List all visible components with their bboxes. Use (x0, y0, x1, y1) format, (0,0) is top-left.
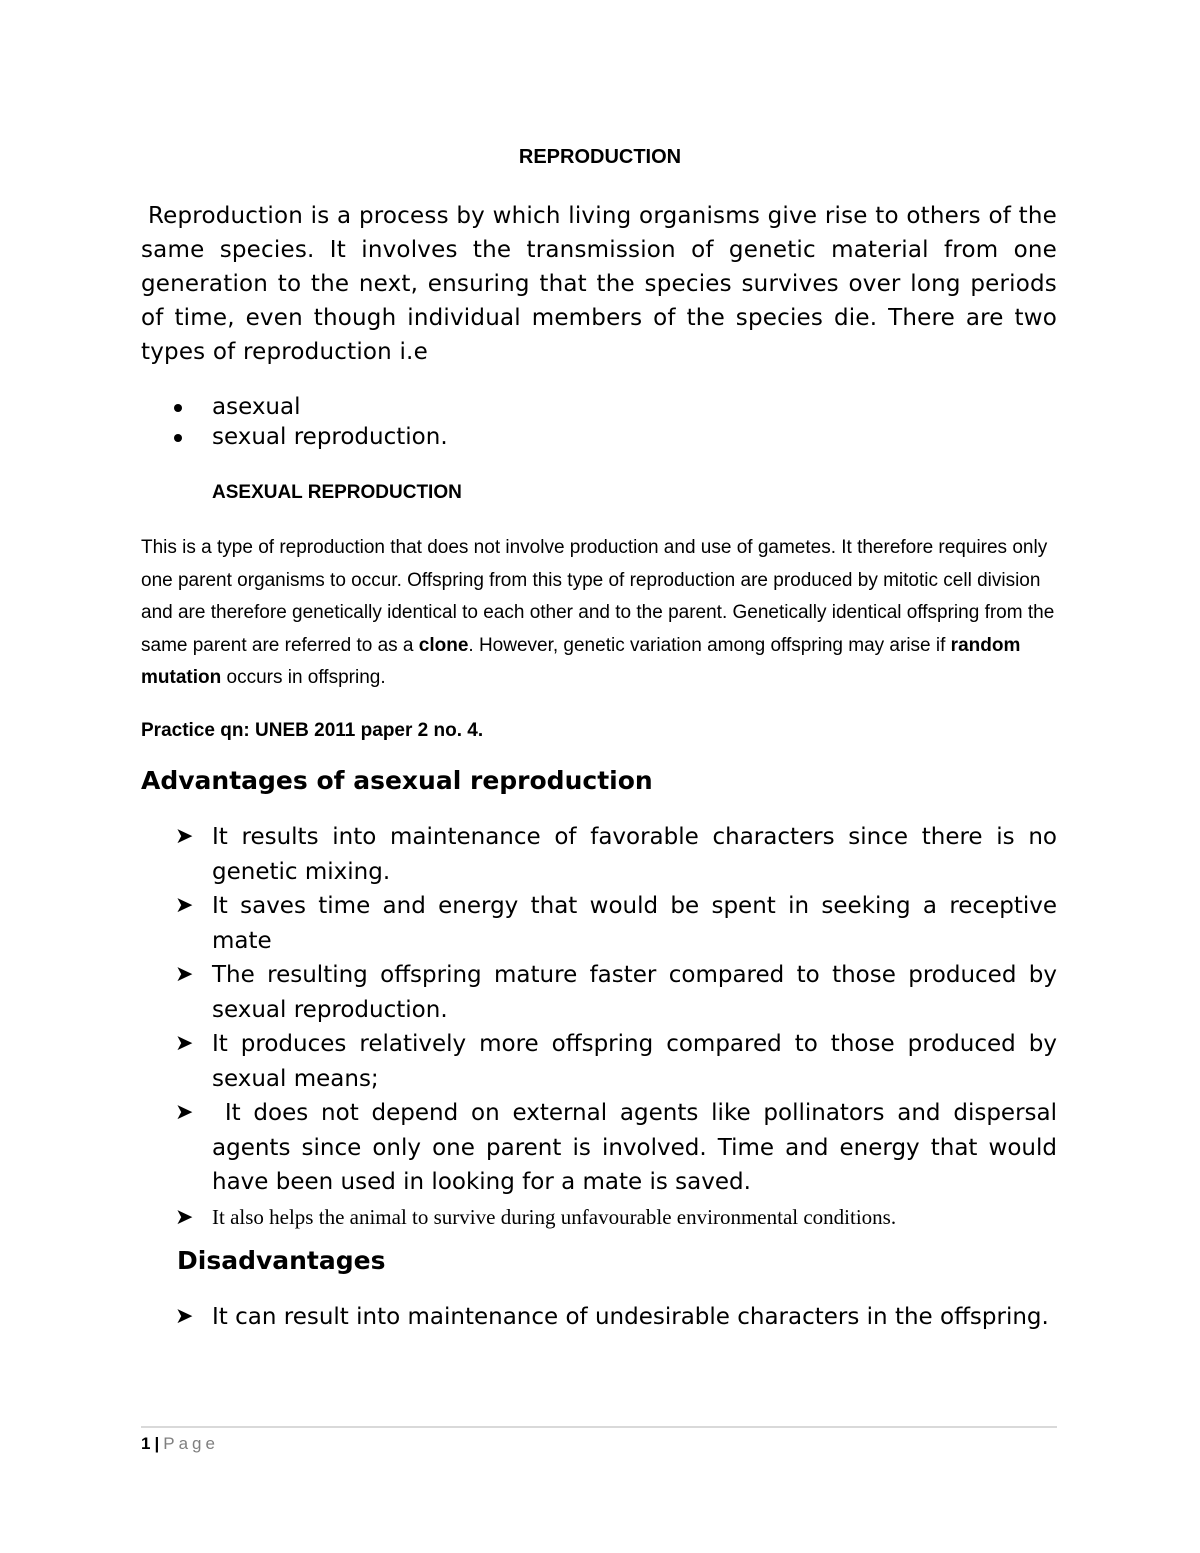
list-item (141, 889, 1057, 958)
footer-divider (141, 1426, 1057, 1428)
arrow-bullet-icon: ➤ (175, 1100, 194, 1125)
list-item (141, 820, 1057, 889)
arrow-bullet-icon: ➤ (175, 1031, 194, 1056)
list-item-text: sexual reproduction. (212, 424, 448, 450)
list-item (141, 1027, 1057, 1096)
intro-text: Reproduction is a process by which living organisms give rise to others of the same species. It involves the transmission of genetic material from one generation to the next, ensuring that the species survives over long periods of time, even though individual members of the species die. There are two types of reproduction i.e (141, 203, 1057, 365)
asexual-heading: ASEXUAL REPRODUCTION (212, 482, 462, 503)
list-item (141, 1300, 1057, 1335)
arrow-bullet-icon: ➤ (175, 962, 194, 987)
disadvantages-heading: Disadvantages (177, 1246, 386, 1275)
list-item (141, 392, 448, 422)
disadvantages-list (141, 1300, 1057, 1335)
list-item (141, 422, 448, 452)
list-item-text: The resulting offspring mature faster compared to those produced by sexual reproduction. (212, 962, 1057, 1023)
footer-separator: | (154, 1434, 160, 1453)
asexual-text-part: This is a type of reproduction that does not involve production and use of gametes. It therefore requires only one parent organisms to occur. Offspring from this type of reproduction are produced by mitotic cell division and are therefore genetically identical to each other and to the parent. Genetically identical offspring from the same parent are referred to as a (141, 537, 1055, 656)
practice-question: Practice qn: UNEB 2011 paper 2 no. 4. (141, 720, 484, 741)
advantages-heading: Advantages of asexual reproduction (141, 766, 653, 795)
arrow-bullet-icon: ➤ (175, 824, 194, 849)
page-label: Page (163, 1434, 219, 1453)
page-number: 1 (141, 1434, 151, 1453)
asexual-paragraph (141, 532, 1057, 695)
bullet-icon (174, 434, 182, 442)
asexual-text-part: . However, genetic variation among offspring may arise if (468, 634, 951, 656)
list-item-text: It can result into maintenance of undesirable characters in the offspring. (212, 1304, 1049, 1330)
bullet-icon (174, 404, 182, 412)
list-item (141, 1096, 1065, 1200)
advantages-list (141, 820, 1065, 1234)
random-mutation-term: random mutation (141, 634, 1021, 688)
list-item-text: It also helps the animal to survive during unfavourable environmental conditions. (212, 1204, 897, 1229)
page-title: REPRODUCTION (518, 146, 682, 168)
list-item-text: It saves time and energy that would be spent in seeking a receptive mate (212, 893, 1057, 954)
arrow-bullet-icon: ➤ (175, 893, 194, 918)
list-item-text: asexual (212, 394, 301, 420)
list-item (141, 958, 1057, 1027)
intro-paragraph (141, 199, 1057, 369)
reproduction-types-list (141, 392, 448, 452)
arrow-bullet-icon: ➤ (175, 1304, 194, 1329)
asexual-text-part: occurs in offspring. (221, 667, 386, 688)
list-item-text: It results into maintenance of favorable characters since there is no genetic mixing. (212, 824, 1057, 885)
page-footer (141, 1434, 219, 1454)
list-item-text: It produces relatively more offspring compared to those produced by sexual means; (212, 1031, 1057, 1092)
arrow-bullet-icon: ➤ (175, 1203, 194, 1229)
list-item (141, 1200, 1057, 1234)
list-item-text: It does not depend on external agents like pollinators and dispersal agents since only one parent is involved. Time and energy that would have been used in looking for a mate is saved. (212, 1100, 1065, 1195)
clone-term: clone (418, 634, 469, 656)
